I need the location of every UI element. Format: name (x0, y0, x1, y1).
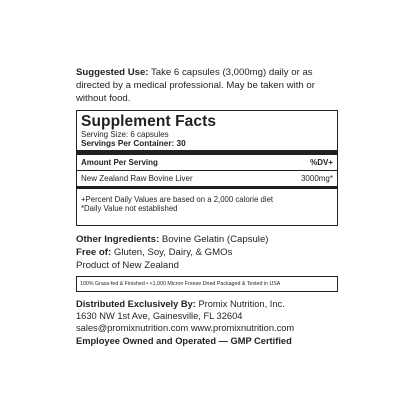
other-ingredients-label: Other Ingredients: (76, 234, 160, 245)
free-of-value: Gluten, Soy, Dairy, & GMOs (111, 247, 233, 258)
other-ingredients (76, 233, 346, 246)
distributor-label: Distributed Exclusively By: (76, 299, 196, 309)
other-info (76, 233, 346, 272)
distributor-contact: sales@promixnutrition.com www.promixnutrition.com (76, 323, 295, 334)
free-of (76, 246, 346, 259)
serving-size: Serving Size: 6 capsules (81, 130, 169, 139)
dv-header: %DV+ (310, 158, 333, 167)
other-ingredients-value: Bovine Gelatin (Capsule) (159, 234, 269, 245)
ingredient-name: New Zealand Raw Bovine Liver (81, 174, 193, 183)
product-origin: Product of New Zealand (76, 260, 179, 271)
amount-header-row (81, 155, 333, 170)
free-of-label: Free of: (76, 247, 112, 258)
distributor-info (76, 298, 346, 347)
supplement-facts-panel (76, 110, 338, 226)
footnote-not-established: *Daily Value not established (81, 204, 178, 213)
suggested-use (76, 66, 346, 105)
footnotes (81, 195, 333, 213)
sourcing-notice-box: 100% Grass-fed & Finished • <1,000 Micron Freeze Dried Packaged & Tested in USA (76, 276, 338, 292)
footnote-dv: +Percent Daily Values are based on a 2,000 calorie diet (81, 195, 274, 204)
supplement-facts-title: Supplement Facts (81, 113, 217, 130)
amount-per-serving: Amount Per Serving (81, 158, 158, 167)
distributor-tagline: Employee Owned and Operated — GMP Certified (76, 335, 292, 346)
ingredient-amount: 3000mg* (300, 174, 333, 183)
ingredient-row (81, 171, 333, 186)
distributor-name: Promix Nutrition, Inc. (195, 299, 285, 309)
suggested-use-text: Take 6 capsules (3,000mg) daily or as directed by a medical professional. May be taken with or without food. (76, 67, 315, 104)
suggested-use-label: Suggested Use: (76, 67, 149, 78)
medium-divider (77, 186, 337, 189)
distributor-line (76, 298, 346, 310)
distributor-address: 1630 NW 1st Ave, Gainesville, FL 32604 (76, 311, 243, 322)
servings-per-container: Servings Per Container: 30 (81, 139, 186, 148)
